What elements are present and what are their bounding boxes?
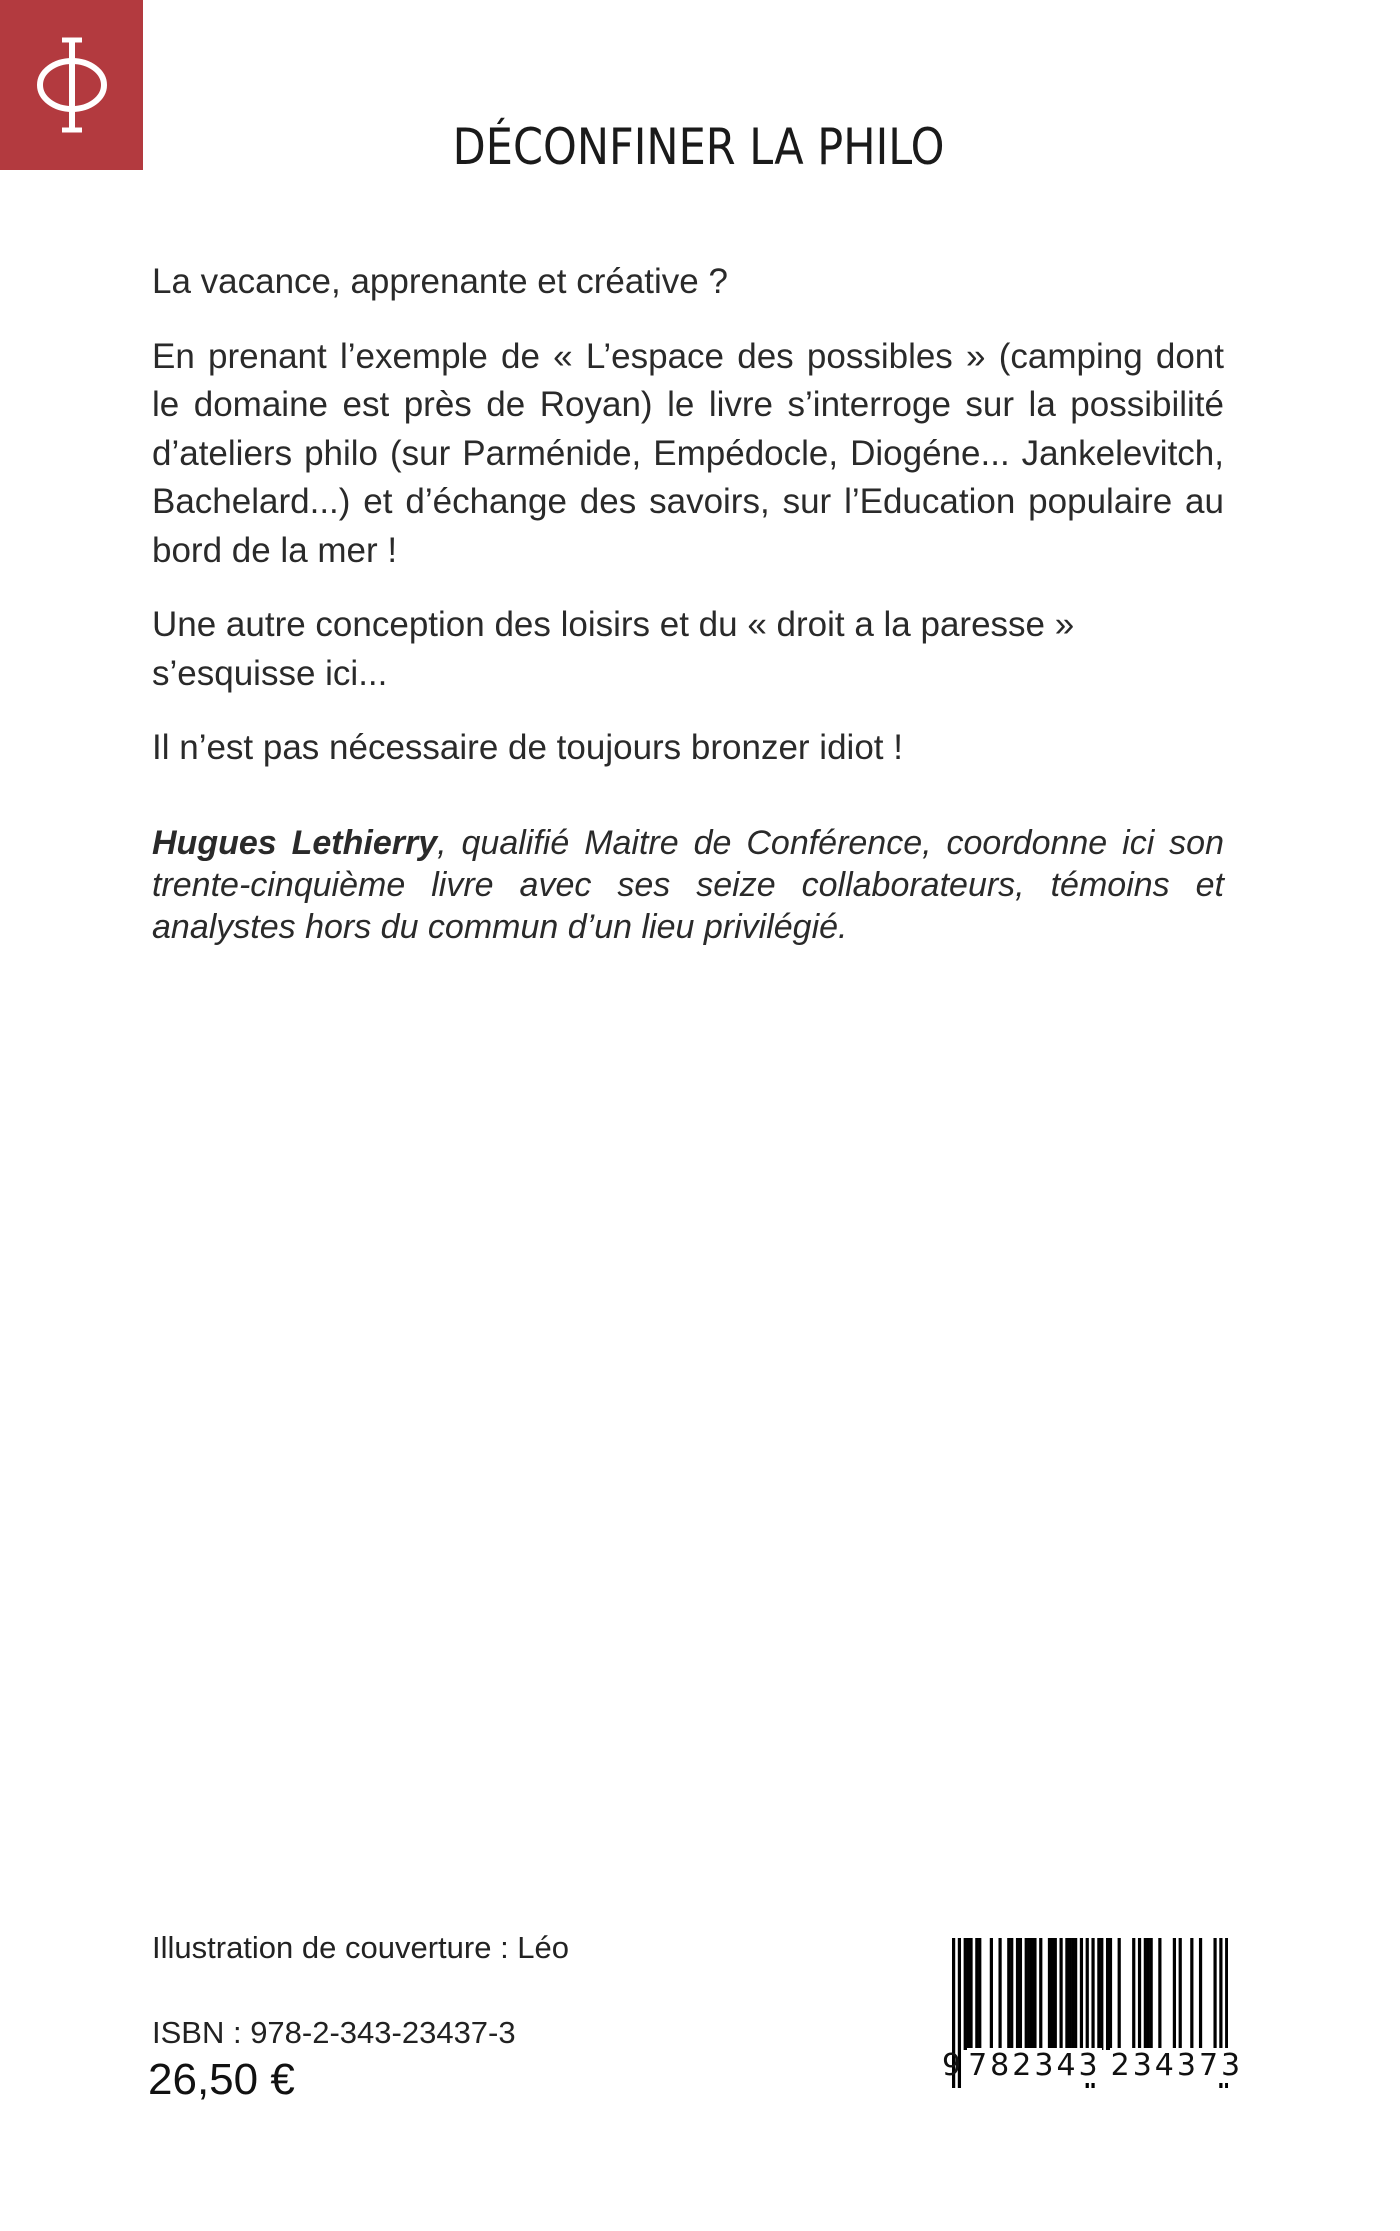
barcode-bar	[975, 1938, 978, 2050]
barcode-bar	[1144, 1938, 1147, 2050]
barcode-bar	[1100, 1938, 1103, 2050]
author-name: Hugues Lethierry	[152, 824, 438, 862]
barcode-bar	[978, 1938, 981, 2050]
barcode-bar	[1074, 1938, 1077, 2050]
barcode-bar	[1190, 1938, 1193, 2050]
barcode-bar	[1054, 1938, 1057, 2050]
author-bio	[152, 822, 1224, 948]
blurb-paragraph: En prenant l’exemple de « L’espace des possibles » (camping dont le domaine est près de Royan) le livre s’interroge sur la possibilité d’ateliers philo (sur Parménide, Empédocle, Diogéne... Jankelevitch, Bachelard...) et d’échange des savoirs, sur l’Education populaire au bord de la mer !	[152, 336, 1224, 570]
barcode-bar	[1118, 1938, 1121, 2050]
barcode-bar	[1065, 1938, 1068, 2050]
price-label: 26,50 €	[148, 2055, 295, 2104]
barcode-bar	[1048, 1938, 1051, 2050]
barcode-bar	[1007, 1938, 1010, 2050]
isbn-label: ISBN : 978-2-343-23437-3	[152, 2015, 516, 2050]
barcode-bar	[990, 1938, 993, 2050]
barcode-bar	[1158, 1938, 1161, 2050]
barcode-bar	[1173, 1938, 1176, 2050]
barcode-bar	[1016, 1938, 1019, 2050]
barcode-bar	[1033, 1938, 1036, 2050]
barcode-number	[942, 2048, 1244, 2083]
barcode-bar	[1213, 1938, 1216, 2050]
barcode-bar	[1150, 1938, 1153, 2050]
barcode-bar	[1109, 1938, 1112, 2050]
barcode-bar	[969, 1938, 972, 2050]
barcode-first-digit: 9	[942, 2048, 962, 2083]
barcode-bar	[967, 1938, 970, 2050]
barcode-bar	[1199, 1938, 1202, 2050]
barcode-bar	[1147, 1938, 1150, 2050]
book-title: DÉCONFINER LA PHILO	[452, 118, 945, 176]
barcode-bar	[1025, 1938, 1028, 2050]
barcode-bar	[1179, 1938, 1182, 2050]
blurb-paragraph: Une autre conception des loisirs et du « droit a la paresse » s’esquisse ici...	[152, 605, 1075, 693]
barcode-bar	[1132, 1938, 1135, 2050]
barcode-bar	[1030, 1938, 1033, 2050]
barcode-bar	[1051, 1938, 1054, 2050]
barcode-group-1: 782343	[968, 2048, 1101, 2083]
barcode-bar	[1059, 1938, 1062, 2050]
barcode-bar	[964, 1938, 967, 2050]
barcode-bar	[1010, 1938, 1013, 2050]
blurb-paragraph: La vacance, apprenante et créative ?	[152, 262, 728, 301]
barcode-group-2: 234373	[1110, 2048, 1244, 2083]
barcode-bar	[1068, 1938, 1071, 2050]
barcode-bar	[1106, 1938, 1109, 2050]
barcode-bar	[1039, 1938, 1042, 2050]
author-description: , qualifié Maitre de Conférence, coordonne ici son trente-cinquième livre avec ses seize collaborateurs, témoins et analystes hors du commun d’un lieu privilégié.	[152, 824, 1225, 946]
back-cover-blurb	[152, 258, 1224, 799]
illustration-credit: Illustration de couverture : Léo	[152, 1930, 570, 1965]
barcode-bar	[1019, 1938, 1022, 2050]
barcode-bar	[1097, 1938, 1100, 2050]
barcode-bar	[1028, 1938, 1031, 2050]
barcode-bar	[1138, 1938, 1141, 2050]
blurb-paragraph: Il n’est pas nécessaire de toujours bronzer idiot !	[152, 728, 903, 767]
barcode-bar	[998, 1938, 1001, 2050]
barcode-bar	[1071, 1938, 1074, 2050]
barcode-bar	[1080, 1938, 1083, 2050]
